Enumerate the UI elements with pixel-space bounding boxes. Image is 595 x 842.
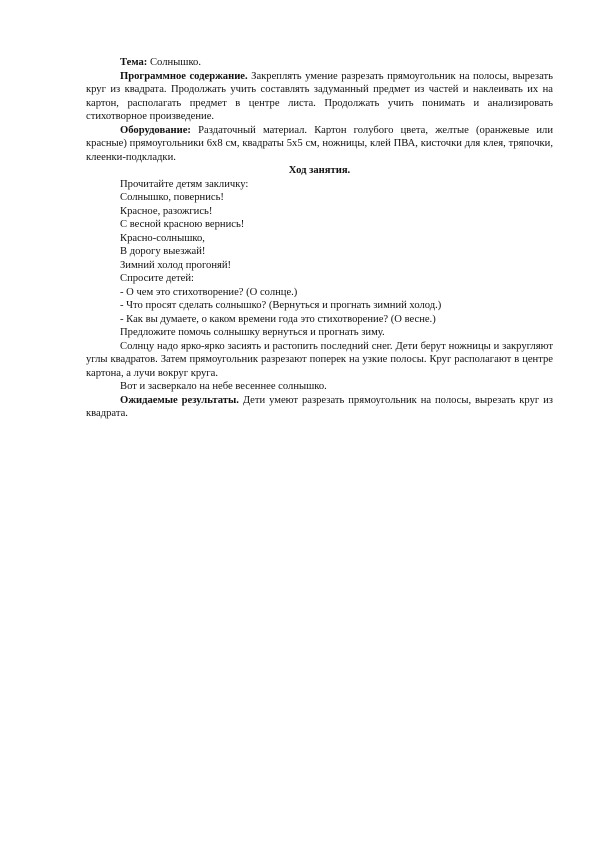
results-label: Ожидаемые результаты. bbox=[120, 394, 239, 406]
results-text: Дети умеют разрезать прямоугольник на полосы, вырезать круг из квадрата. bbox=[86, 394, 553, 419]
poem-line: Красное, разожгись! bbox=[120, 205, 213, 217]
theme-label: Тема: bbox=[120, 57, 148, 68]
poem-line: С весной красною вернись! bbox=[120, 219, 245, 230]
equipment-label: Оборудование: bbox=[120, 124, 191, 136]
ask-line: Спросите детей: bbox=[120, 273, 194, 284]
theme-paragraph bbox=[86, 56, 553, 70]
intro-line: Прочитайте детям закличку: bbox=[120, 178, 249, 190]
question-line: - О чем это стихотворение? (О солнце.) bbox=[120, 286, 298, 298]
question-line: - Как вы думаете, о каком времени года это стихотворение? (О весне.) bbox=[120, 313, 436, 325]
equipment-text: Раздаточный материал. Картон голубого цвета, желтые (оранжевые или красные) прямоугольники 6х8 см, квадраты 5х5 см, ножницы, клей ПВА, кисточки для клея, тряпочки, клеенки-подкладки. bbox=[86, 124, 553, 163]
program-paragraph bbox=[86, 70, 553, 124]
poem-line: В дорогу выезжай! bbox=[120, 246, 206, 257]
question-line: - Что просят сделать солнышко? (Вернуться и прогнать зимний холод.) bbox=[120, 300, 442, 311]
theme-text: Солнышко. bbox=[147, 57, 202, 68]
program-label: Программное содержание. bbox=[120, 70, 248, 82]
program-text: Закреплять умение разрезать прямоугольник на полосы, вырезать круг из квадрата. Продолжать учить составлять задуманный предмет из частей и наклеивать их на картон, располагать предмет в центре листа. Продолжать учить понимать и анализировать стихотворное произведение. bbox=[86, 70, 553, 122]
equipment-paragraph bbox=[86, 124, 553, 165]
procedure-paragraph: Солнцу надо ярко-ярко засиять и растопить последний снег. Дети берут ножницы и закругляют углы квадратов. Затем прямоугольник разрезают поперек на узкие полосы. Круг располагают в центре картона, а лучи вокруг круга. bbox=[86, 340, 553, 379]
finale-line: Вот и засверкало на небе весеннее солнышко. bbox=[120, 381, 327, 392]
offer-line: Предложите помочь солнышку вернуться и прогнать зиму. bbox=[120, 327, 385, 338]
lesson-heading: Ход занятия. bbox=[288, 165, 351, 176]
poem-line: Зимний холод прогоняй! bbox=[120, 259, 232, 271]
document-body bbox=[86, 56, 553, 421]
results-paragraph bbox=[86, 394, 553, 421]
poem-line: Солнышко, повернись! bbox=[120, 192, 224, 203]
poem-line: Красно-солнышко, bbox=[120, 232, 205, 244]
